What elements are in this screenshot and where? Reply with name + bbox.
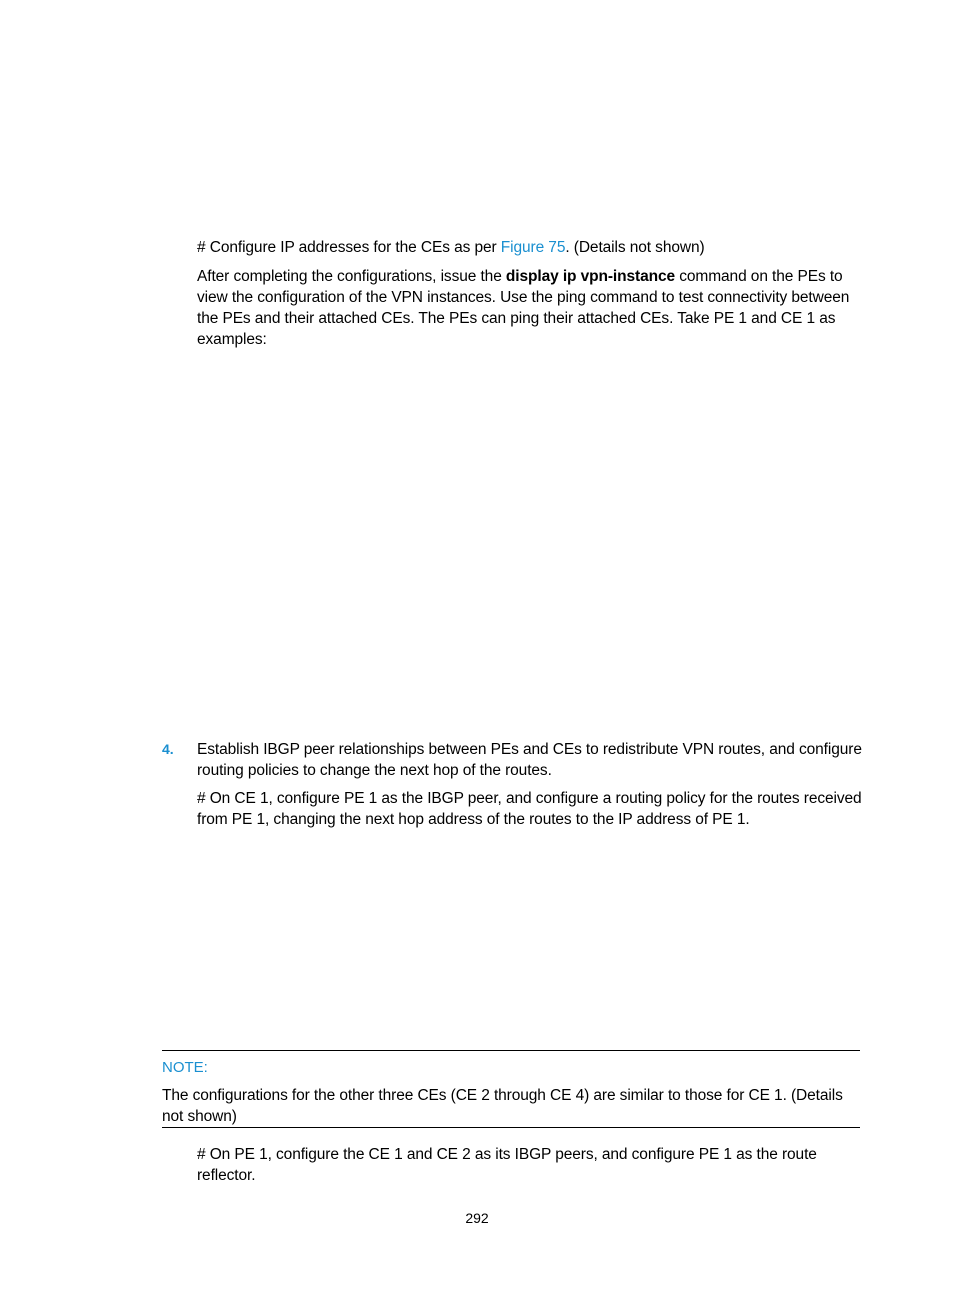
step-4-paragraph: Establish IBGP peer relationships between PEs and CEs to redistribute VPN routes, and configure routing policies to change the next hop of the routes. xyxy=(197,741,862,779)
configure-ip-suffix: . (Details not shown) xyxy=(565,239,705,256)
note-text: The configurations for the other three CEs (CE 2 through CE 4) are similar to those for CE 1. (Details not shown) xyxy=(162,1087,843,1125)
note-top-rule xyxy=(162,1050,860,1051)
display-ip-vpn-instance-command: display ip vpn-instance xyxy=(505,268,676,285)
page-number: 292 xyxy=(465,1210,489,1226)
step-4-ce1-paragraph: # On CE 1, configure PE 1 as the IBGP peer, and configure a routing policy for the routes received from PE 1, changing the next hop address of the routes to the IP address of PE 1. xyxy=(197,790,862,828)
verification-text-after: command on the PEs to view the configuration of the VPN instances. Use the ping command to test connectivity between the PEs and their attached CEs. The PEs can ping their attached CEs. Take PE 1 and CE 1 as examples: xyxy=(197,268,850,348)
configure-ip-text: # Configure IP addresses for the CEs as per xyxy=(197,239,501,256)
step-4-number: 4. xyxy=(162,741,174,757)
note-label: NOTE: xyxy=(162,1059,208,1076)
verification-text-before: After completing the configurations, issue the xyxy=(197,268,506,285)
verification-paragraph xyxy=(197,266,867,350)
note-bottom-rule xyxy=(162,1127,860,1128)
figure-75-link[interactable]: Figure 75 xyxy=(500,239,566,256)
configure-ip-paragraph xyxy=(197,237,867,258)
pe1-ibgp-paragraph: # On PE 1, configure the CE 1 and CE 2 as its IBGP peers, and configure PE 1 as the route reflector. xyxy=(197,1146,817,1184)
